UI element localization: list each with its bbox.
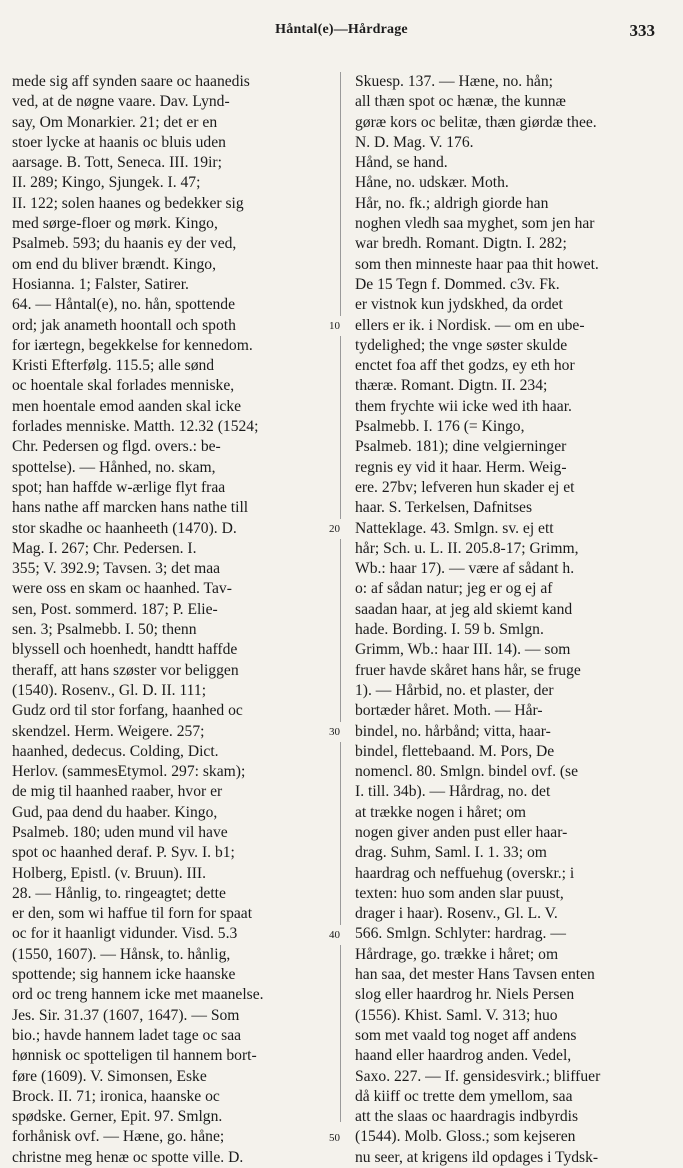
text-line: som then minneste haar paa thit howet. [355, 255, 599, 273]
text-line: Hår, no. fk.; aldrigh giorde han [355, 194, 549, 212]
text-line: bindel, no. hårbånd; vitta, haar- [355, 722, 551, 740]
text-line: Kristi Efterfølg. 115.5; alle sønd [12, 357, 215, 375]
text-line: spottelse). — Hånhed, no. skam, [12, 458, 216, 476]
line-number-marker: 50 [329, 1128, 341, 1148]
text-line: them frychte wii icke wed ith haar. [355, 397, 572, 415]
text-line: N. D. Mag. V. 176. [355, 133, 474, 151]
text-line: Herlov. (sammesEtymol. 297: skam); [12, 763, 246, 781]
line-number-marker: 40 [329, 925, 341, 945]
text-line: om end du bliver brændt. Kingo, [12, 255, 216, 273]
text-line: bortæder håret. Moth. — Hår- [355, 702, 543, 720]
text-line: Saxo. 227. — If. gensidesvirk.; bliffuer [355, 1067, 601, 1085]
text-line: oc for it haanligt vidunder. Visd. 5.3 [12, 925, 238, 943]
text-line: Hånd, se hand. [355, 154, 448, 172]
text-line: (1540). Rosenv., Gl. D. II. 111; [12, 681, 207, 699]
text-line: 355; V. 392.9; Tavsen. 3; det maa [12, 560, 221, 578]
text-line: haanhed, dedecus. Colding, Dict. [12, 742, 219, 760]
text-line: Hosianna. 1; Falster, Satirer. [12, 275, 189, 293]
text-line: Grimm, Wb.: haar III. 14). — som [355, 641, 571, 659]
text-line: Skuesp. 137. — Hæne, no. hån; [355, 73, 553, 90]
text-line: då kiiff oc trette dem ymellom, saa [355, 1087, 573, 1105]
text-line: aarsage. B. Tott, Seneca. III. 19ir; [12, 154, 222, 172]
line-number-marker: 20 [329, 519, 341, 539]
text-line: (1556). Khist. Saml. V. 313; huo [355, 1006, 558, 1024]
text-line: christne meg henæ oc spotte ville. D. [12, 1148, 244, 1166]
text-line: ere. 27bv; lefveren hun skader ej et [355, 478, 575, 496]
text-line: saadan haar, at jeg ald skiemt kand [355, 600, 573, 618]
text-line: o: af sådan natur; jeg er og ej af [355, 580, 553, 598]
text-line: drager i haar). Rosenv., Gl. L. V. [355, 905, 558, 923]
text-line: haardrag och neffuehug (overskr.; i [355, 864, 575, 882]
text-line: theraff, att hans szøster vor beliggen [12, 661, 239, 679]
text-line: han saa, det mester Hans Tavsen enten [355, 966, 595, 984]
text-line: blyssell och hoenhedt, handtt haffde [12, 641, 238, 659]
line-number-marker: 30 [329, 722, 341, 742]
text-line: ord oc treng hannem icke met maanelse. [12, 986, 264, 1004]
text-line: 28. — Hånlig, to. ringeagtet; dette [12, 884, 226, 902]
text-line: regnis ey vid it haar. Herm. Weig- [355, 458, 567, 476]
text-line: føre (1609). V. Simonsen, Eske [12, 1067, 207, 1085]
text-line: skendzel. Herm. Weigere. 257; [12, 722, 205, 740]
text-line: Wb.: haar 17). — være af sådant h. [355, 560, 575, 578]
text-line: stor skadhe oc haanheeth (1470). D. [12, 519, 237, 537]
text-line: spødske. Gerner, Epit. 97. Smlgn. [12, 1108, 223, 1126]
text-line: hans nathe aff marcken hans nathe till [12, 499, 249, 517]
text-line: (1550, 1607). — Hånsk, to. hånlig, [12, 945, 231, 963]
text-line: Natteklage. 43. Smlgn. sv. ej ett [355, 519, 554, 537]
text-line: noghen vledh saa myghet, som jen har [355, 215, 595, 233]
text-line: ellers er ik. i Nordisk. — om en ube- [355, 316, 585, 334]
text-line: at trække nogen i håret; om [355, 803, 527, 821]
text-line: Mag. I. 267; Chr. Pedersen. I. [12, 539, 197, 557]
column-divider [340, 72, 341, 1122]
text-line: De 15 Tegn f. Dommed. c3v. Fk. [355, 275, 560, 293]
text-line: Gudz ord til stor forfang, haanhed oc [12, 702, 243, 720]
text-line: spot oc haanhed deraf. P. Syv. I. b1; [12, 844, 235, 862]
text-line: thæræ. Romant. Digtn. II. 234; [355, 377, 548, 395]
text-line: spot; han haffde w-ærlige flyt fraa [12, 478, 226, 496]
text-line: II. 122; solen haanes og bedekker sig [12, 194, 244, 212]
text-line: Psalmeb. 593; du haanis ey der ved, [12, 235, 237, 253]
text-line: ord; jak anameth hoontall och spoth [12, 316, 236, 334]
line-number-marker: 10 [329, 316, 341, 336]
text-line: stoer lycke at haanis oc bluis uden [12, 133, 226, 151]
text-line: nu seer, at krigens ild opdages i Tydsk- [355, 1148, 599, 1166]
text-line: Håne, no. udskær. Moth. [355, 174, 509, 192]
text-line: Gud, paa dend du haaber. Kingo, [12, 803, 218, 821]
text-line: Psalmebb. I. 176 (= Kingo, [355, 418, 525, 436]
text-line: hår; Sch. u. L. II. 205.8-17; Grimm, [355, 539, 579, 557]
text-line: hønnisk oc spotteligen til hannem bort- [12, 1047, 257, 1065]
text-line: drag. Suhm, Saml. I. 1. 33; om [355, 844, 547, 862]
text-line: Chr. Pedersen og flgd. overs.: be- [12, 438, 221, 456]
text-line: nomencl. 80. Smlgn. bindel ovf. (se [355, 763, 579, 781]
text-line: nogen giver anden pust eller haar- [355, 823, 568, 841]
text-line: were oss en skam oc haanhed. Tav- [12, 580, 232, 598]
text-line: Psalmeb. 180; uden mund vil have [12, 823, 228, 841]
text-line: oc hoentale skal forlades menniske, [12, 377, 235, 395]
text-line: forhånisk ovf. — Hæne, go. håne; [12, 1128, 225, 1146]
text-line: say, Om Monarkier. 21; det er en [12, 113, 218, 131]
text-line: gøræ kors oc belitæ, thæn giørdæ thee. [355, 113, 597, 131]
text-line: hade. Bording. I. 59 b. Smlgn. [355, 621, 544, 639]
text-line: slog eller haardrog hr. Niels Persen [355, 986, 575, 1004]
text-line: er den, som wi haffue til forn for spaat [12, 905, 253, 923]
text-line: Psalmeb. 181); dine velgierninger [355, 438, 567, 456]
text-line: war bredh. Romant. Digtn. I. 282; [355, 235, 567, 253]
running-title: Håntal(e)—Hårdrage [275, 22, 408, 37]
text-line: sen. 3; Psalmebb. I. 50; thenn [12, 621, 197, 639]
text-line: haand eller haardrog anden. Vedel, [355, 1047, 572, 1065]
text-line: enctet foa aff thet godzs, ey eth hor [355, 357, 575, 375]
text-line: sen, Post. sommerd. 187; P. Elie- [12, 600, 218, 618]
text-line: tydelighed; the vnge søster skulde [355, 336, 568, 354]
text-line: de mig til haanhed raaber, hvor er [12, 783, 223, 801]
text-line: men hoentale emod aanden skal icke [12, 397, 242, 415]
text-line: I. till. 34b). — Hårdrag, no. det [355, 783, 551, 801]
text-line: 1). — Hårbid, no. et plaster, der [355, 681, 554, 699]
text-line: fruer havde skåret hans hår, se fruge [355, 661, 581, 679]
text-line: Hårdrage, go. trække i håret; om [355, 945, 559, 963]
text-line: 64. — Håntal(e), no. hån, spottende [12, 296, 236, 314]
page-header [0, 22, 683, 46]
text-line: Holberg, Epistl. (v. Bruun). III. [12, 864, 207, 882]
text-line: haar. S. Terkelsen, Dafnitses [355, 499, 533, 517]
right-column [355, 72, 673, 1168]
text-line: med sørge-floer og mørk. Kingo, [12, 215, 218, 233]
text-line: II. 289; Kingo, Sjungek. I. 47; [12, 174, 201, 192]
text-line: er vistnok kun jydskhed, da ordet [355, 296, 563, 314]
text-line: spottende; sig hannem icke haanske [12, 966, 236, 984]
text-line: 566. Smlgn. Schlyter: hardrag. — [355, 925, 566, 943]
text-line: som met vaald tog noget aff andens [355, 1026, 577, 1044]
text-line: bio.; havde hannem ladet tage oc saa [12, 1026, 242, 1044]
text-line: all thæn spot oc hænæ, the kunnæ [355, 93, 566, 111]
text-line: mede sig aff synden saare oc haanedis [12, 73, 250, 90]
text-line: Jes. Sir. 31.37 (1607, 1647). — Som [12, 1006, 240, 1024]
text-line: (1544). Molb. Gloss.; som kejseren [355, 1128, 576, 1146]
page-number: 333 [629, 21, 655, 40]
text-line: for iærtegn, begekkelse for kennedom. [12, 336, 253, 354]
text-line: forlades menniske. Matth. 12.32 (1524; [12, 418, 259, 436]
text-line: ved, at de nøgne vaare. Dav. Lynd- [12, 93, 230, 111]
text-line: texten: huo som anden slar puust, [355, 884, 564, 902]
text-line: att the slaas oc haardragis indbyrdis [355, 1108, 579, 1126]
text-line: bindel, flettebaand. M. Pors, De [355, 742, 555, 760]
text-line: Brock. II. 71; ironica, haanske oc [12, 1087, 220, 1105]
left-column [12, 72, 332, 1168]
